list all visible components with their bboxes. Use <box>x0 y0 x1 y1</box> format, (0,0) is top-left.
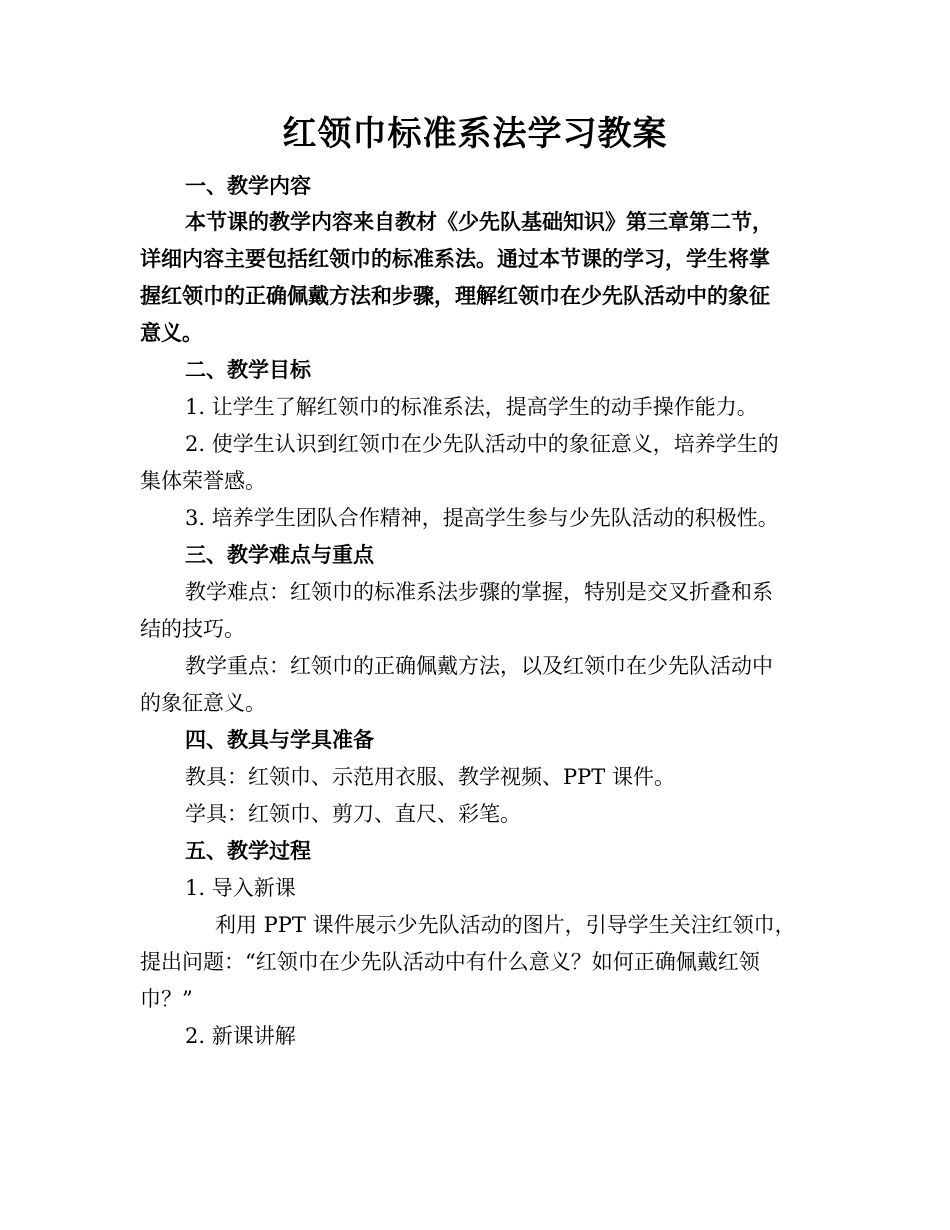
heading-process: 五、教学过程 <box>185 838 311 863</box>
list-item: 1. 导入新课 <box>185 876 296 900</box>
paragraph-line: 握红领巾的正确佩戴方法和步骤，理解红领巾在少先队活动中的象征 <box>140 283 770 308</box>
paragraph-line: 教学重点：红领巾的正确佩戴方法，以及红领巾在少先队活动中 <box>185 654 773 678</box>
paragraph-line: 提出问题：“红领巾在少先队活动中有什么意义？如何正确佩戴红领 <box>140 950 760 974</box>
paragraph-line: 本节课的教学内容来自教材《少先队基础知识》第三章第二节， <box>185 209 773 234</box>
heading-materials: 四、教具与学具准备 <box>185 727 374 752</box>
list-item-continuation: 集体荣誉感。 <box>140 469 266 493</box>
paragraph-line: 详细内容主要包括红领巾的标准系法。通过本节课的学习，学生将掌 <box>140 246 770 271</box>
paragraph-line: 结的技巧。 <box>140 617 245 641</box>
document-title: 红领巾标准系法学习教案 <box>282 114 668 154</box>
paragraph-line: 学具：红领巾、剪刀、直尺、彩笔。 <box>185 802 521 826</box>
list-item: 1. 让学生了解红领巾的标准系法，提高学生的动手操作能力。 <box>185 395 758 419</box>
paragraph-line: 利用 PPT 课件展示少先队活动的图片，引导学生关注红领巾， <box>215 913 796 937</box>
paragraph-line: 教学难点：红领巾的标准系法步骤的掌握，特别是交叉折叠和系 <box>185 580 773 604</box>
heading-teaching-goals: 二、教学目标 <box>185 357 311 382</box>
paragraph-line: 意义。 <box>140 320 203 345</box>
heading-teaching-content: 一、教学内容 <box>185 173 311 198</box>
paragraph-line: 的象征意义。 <box>140 691 266 715</box>
list-item: 2. 新课讲解 <box>185 1024 296 1048</box>
list-item: 2. 使学生认识到红领巾在少先队活动中的象征意义，培养学生的 <box>185 432 779 456</box>
paragraph-line: 巾？” <box>140 987 193 1011</box>
heading-difficulties: 三、教学难点与重点 <box>185 542 374 567</box>
list-item: 3. 培养学生团队合作精神，提高学生参与少先队活动的积极性。 <box>185 506 779 530</box>
paragraph-line: 教具：红领巾、示范用衣服、教学视频、PPT 课件。 <box>185 765 675 789</box>
